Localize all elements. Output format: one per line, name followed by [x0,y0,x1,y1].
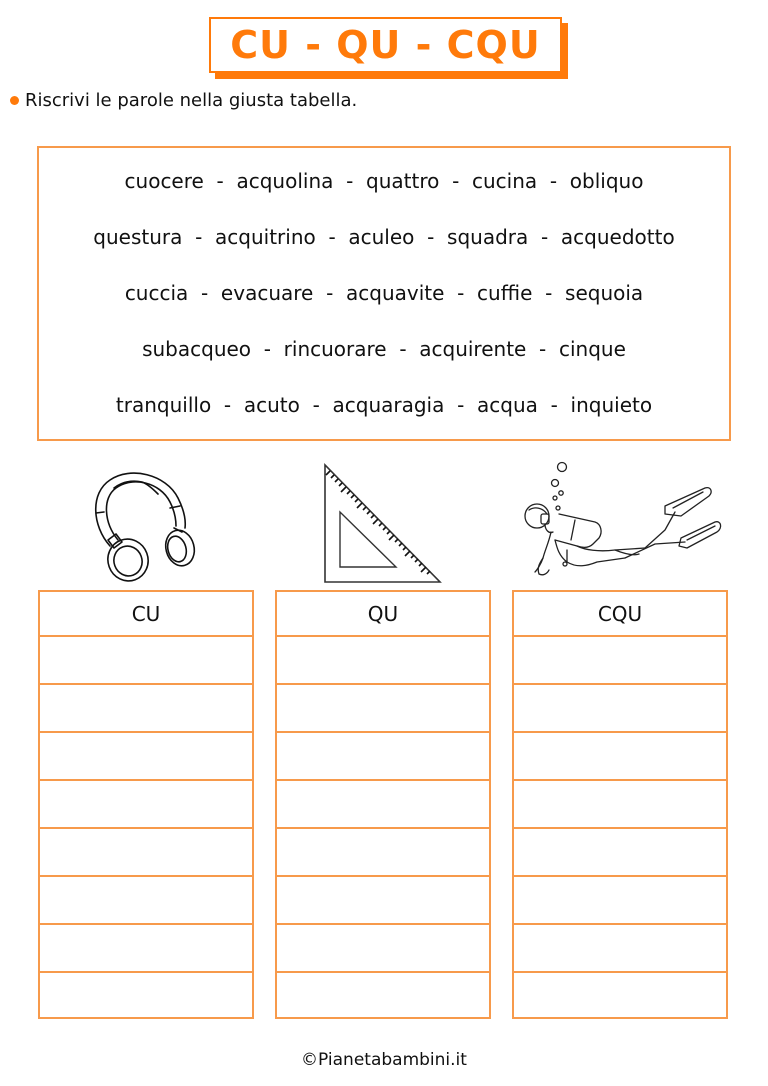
answer-row[interactable] [40,925,252,973]
table-header-cu: CU [40,592,252,637]
answer-row[interactable] [40,733,252,781]
scuba-diver-icon [515,458,725,583]
answer-row[interactable] [277,685,489,733]
answer-row[interactable] [40,685,252,733]
instruction-text: Riscrivi le parole nella giusta tabella. [25,90,358,111]
title-banner [209,17,562,73]
table-cu [38,590,254,1019]
answer-row[interactable] [277,973,489,1021]
answer-row[interactable] [514,781,726,829]
answer-row[interactable] [277,637,489,685]
table-header-cqu: CQU [514,592,726,637]
answer-row[interactable] [40,877,252,925]
answer-row[interactable] [514,925,726,973]
answer-row[interactable] [277,877,489,925]
answer-row[interactable] [40,829,252,877]
table-header-qu: QU [277,592,489,637]
headphones-icon [88,468,200,583]
word-line: questura - acquitrino - aculeo - squadra - acquedotto [93,225,675,249]
word-line: subacqueo - rincuorare - acquirente - cinque [142,337,626,361]
answer-row[interactable] [40,973,252,1021]
word-line: cuccia - evacuare - acquavite - cuffie - sequoia [124,281,644,305]
answer-row[interactable] [514,685,726,733]
answer-row[interactable] [277,781,489,829]
answer-row[interactable] [40,637,252,685]
word-list-box [37,146,731,441]
answer-row[interactable] [277,829,489,877]
instruction [10,90,357,111]
table-cqu [512,590,728,1019]
answer-row[interactable] [514,877,726,925]
bullet-icon [10,96,19,105]
answer-row[interactable] [40,781,252,829]
page-title: CU - QU - CQU [230,23,541,67]
answer-row[interactable] [514,829,726,877]
table-qu [275,590,491,1019]
title-box [209,17,562,73]
answer-row[interactable] [514,733,726,781]
answer-row[interactable] [514,637,726,685]
word-line: cuocere - acquolina - quattro - cucina - obliquo [124,169,644,193]
word-line: tranquillo - acuto - acquaragia - acqua - inquieto [115,393,653,417]
answer-row[interactable] [277,925,489,973]
copyright-footer: ©Pianetabambini.it [301,1050,467,1070]
answer-row[interactable] [277,733,489,781]
set-square-icon [320,462,446,586]
answer-row[interactable] [514,973,726,1021]
